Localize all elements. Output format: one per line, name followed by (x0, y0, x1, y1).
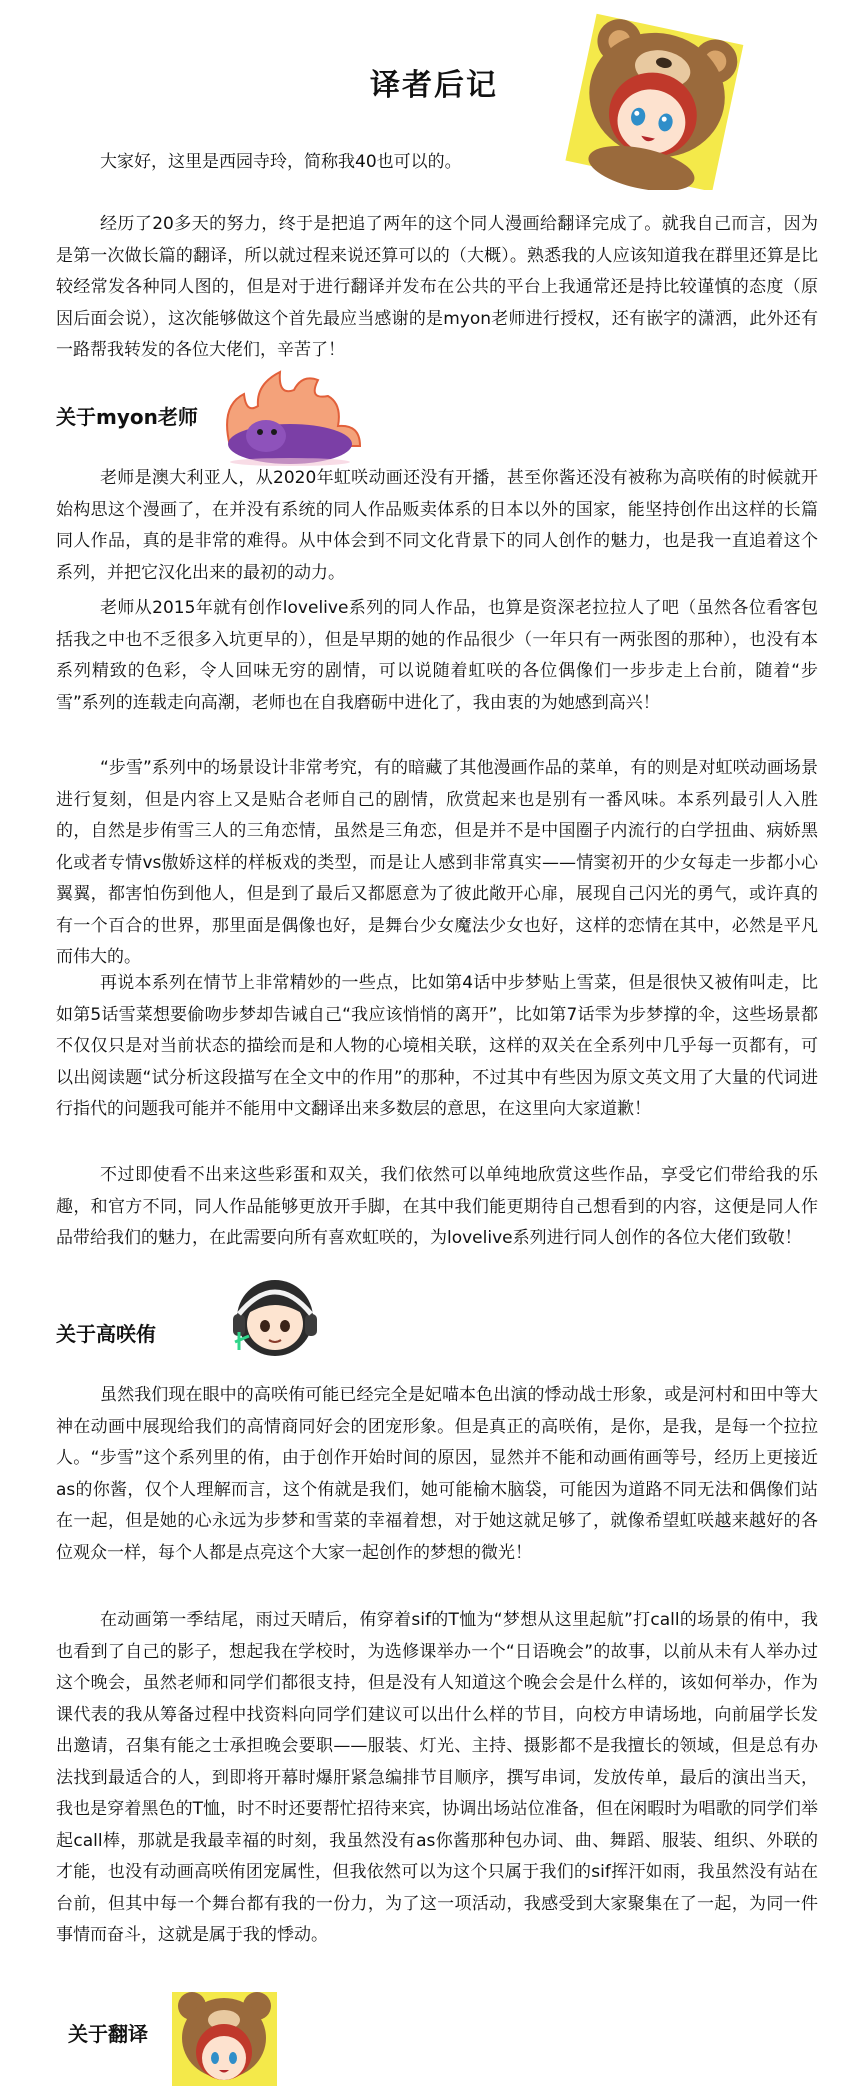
section-heading-myon: 关于myon老师 (56, 405, 198, 429)
myon-paragraph-3: “步雪”系列中的场景设计非常考究，有的暗藏了其他漫画作品的菜单，有的则是对虹咲动画场景进行复刻，但是内容上又是贴合老师自己的剧情，欣赏起来也是别有一番风味。本系列最引人入胜的，自然是步侑雪三人的三角恋情，虽然是三角恋，但是并不是中国圈子内流行的白学扭曲、病娇黑化或者专情vs傲娇这样的样板戏的类型，而是让人感到非常真实——情窦初开的少女每走一步都小心翼翼，都害怕伤到他人，但是到了最后又都愿意为了彼此敞开心扉，展现自己闪光的勇气，或许真的有一个百合的世界，那里面是偶像也好，是舞台少女魔法少女也好，这样的恋情在其中，必然是平凡而伟大的。 (56, 758, 818, 967)
opening-paragraph: 经历了20多天的努力，终于是把追了两年的这个同人漫画给翻译完成了。就我自己而言，因为是第一次做长篇的翻译，所以就过程来说还算可以的（大概）。熟悉我的人应该知道我在群里还算是比较经常发各种同人图的，但是对于进行翻译并发布在公共的平台上我通常还是持比较谨慎的态度（原因后面会说），这次能够做这个首先最应当感谢的是myon老师进行授权，还有嵌字的潇洒，此外还有一路帮我转发的各位大佬们，辛苦了！ (56, 214, 818, 360)
bear-hood-girl-small-sticker (172, 1986, 277, 2086)
myon-paragraph-5: 不过即使看不出来这些彩蛋和双关，我们依然可以单纯地欣赏这些作品，享受它们带给我的乐趣，和官方不同，同人作品能够更放开手脚，在其中我们能更期待自己想看到的内容，这便是同人作品带给我们的魅力，在此需要向所有喜欢虹咲的，为lovelive系列进行同人创作的各位大佬们致敬！ (56, 1165, 818, 1248)
page-title: 译者后记 (370, 68, 498, 103)
myon-paragraph-4: 再说本系列在情节上非常精妙的一些点，比如第4话中步梦贴上雪菜，但是很快又被侑叫走，比如第5话雪菜想要偷吻步梦却告诫自己“我应该悄悄的离开”，比如第7话雫为步梦撑的伞，这些场景都不仅仅只是对当前状态的描绘而是和人物的心境相关联，这样的双关在全系列中几乎每一页都有，可以出阅读题“试分析这段描写在全文中的作用”的那种，不过其中有些因为原文英文用了大量的代词进行指代的问题我可能并不能用中文翻译出来多数层的意思，在这里向大家道歉！ (56, 973, 818, 1119)
intro-paragraph: 大家好，这里是西园寺玲，简称我40也可以的。 (100, 152, 462, 172)
myon-paragraph-1: 老师是澳大利亚人，从2020年虹咲动画还没有开播，甚至你酱还没有被称为高咲侑的时候就开始构思这个漫画了，在并没有系统的同人作品贩卖体系的日本以外的国家，能坚持创作出这样的长篇同人作品，真的是非常的难得。从中体会到不同文化背景下的同人创作的魅力，也是我一直追着这个系列，并把它汉化出来的最初的动力。 (56, 468, 818, 583)
yu-chibi-headphones-sticker (225, 1262, 325, 1362)
section-heading-translation: 关于翻译 (68, 2022, 148, 2046)
section-heading-yu: 关于高咲侑 (56, 1322, 156, 1346)
yu-paragraph-2: 在动画第一季结尾，雨过天晴后，侑穿着sif的T恤为“梦想从这里起航”打call的场景的侑中，我也看到了自己的影子，想起我在学校时，为选修课举办一个“日语晚会”的故事，以前从未有人举办过这个晚会，虽然老师和同学们都很支持，但是没有人知道这个晚会会是什么样的，该如何举办，作为课代表的我从筹备过程中找资料向同学们建议可以出什么样的节目，向校方申请场地，向前届学长发出邀请，召集有能之士承担晚会要职——服装、灯光、主持、摄影都不是我擅长的领域，但是总有办法找到最适合的人，到即将开幕时爆肝紧急编排节目顺序，撰写串词，发放传单，最后的演出当天，我也是穿着黑色的T恤，时不时还要帮忙招待来宾，协调出场站位准备，但在闲暇时为唱歌的同学们举起call棒，那就是我最幸福的时刻，我虽然没有as你酱那种包办词、曲、舞蹈、服装、组织、外联的才能，也没有动画高咲侑团宠属性，但我依然可以为这个只属于我们的sif挥汗如雨，我虽然没有站在台前，但其中每一个舞台都有我的一份力，为了这一项活动，我感受到大家聚集在了一起，为同一件事情而奋斗，这就是属于我的悸动。 (56, 1610, 818, 1945)
myon-paragraph-2: 老师从2015年就有创作lovelive系列的同人作品，也算是资深老拉拉人了吧（虽然各位看客包括我之中也不乏很多入坑更早的），但是早期的她的作品很少（一年只有一两张图的那种），也没有本系列精致的色彩，令人回味无穷的剧情，可以说随着虹咲的各位偶像们一步步走上台前，随着“步雪”系列的连载走向高潮，老师也在自我磨砺中进化了，我由衷的为她感到高兴！ (56, 598, 818, 713)
purple-flame-creature-sticker (210, 366, 370, 466)
yu-paragraph-1: 虽然我们现在眼中的高咲侑可能已经完全是妃喵本色出演的悸动战士形象，或是河村和田中等大神在动画中展现给我们的高情商同好会的团宠形象。但是真正的高咲侑，是你，是我，是每一个拉拉人。“步雪”这个系列里的侑，由于创作开始时间的原因，显然并不能和动画侑画等号，经历上更接近as的你酱，仅个人理解而言，这个侑就是我们，她可能榆木脑袋，可能因为道路不同无法和偶像们站在一起，但是她的心永远为步梦和雪菜的幸福着想，对于她这就足够了，就像希望虹咲越来越好的各位观众一样，每个人都是点亮这个大家一起创作的梦想的微光！ (56, 1385, 818, 1563)
